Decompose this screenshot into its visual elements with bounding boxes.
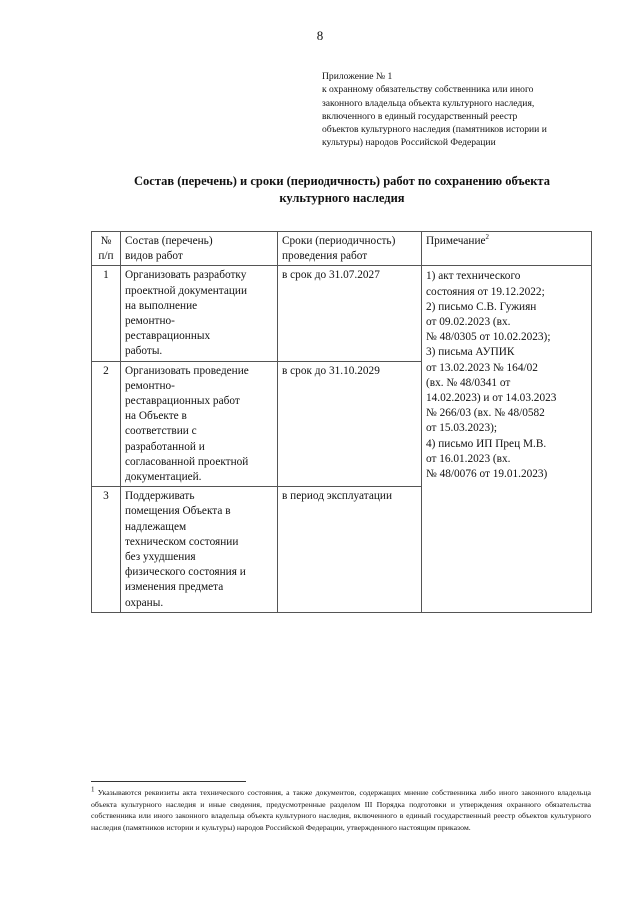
row-note xyxy=(422,266,592,612)
note-line: от 16.01.2023 (вх. xyxy=(426,452,511,465)
footnote-ref: 2 xyxy=(485,233,490,242)
note-line: от 15.03.2023); xyxy=(426,422,497,435)
cell-line: без ухудшения xyxy=(125,551,196,564)
cell-line: изменения предмета xyxy=(125,581,224,594)
header-text: № xyxy=(100,235,112,247)
row-work xyxy=(121,361,278,487)
row-work xyxy=(121,266,278,361)
row-number: 3 xyxy=(92,487,121,613)
cell-line: ремонтно- xyxy=(125,315,175,328)
document-title-line: Состав (перечень) и сроки (периодичность) работ по сохранению объекта xyxy=(134,174,550,188)
header-note xyxy=(422,232,592,266)
header-text: проведения работ xyxy=(282,250,368,263)
header-text: видов работ xyxy=(125,250,183,263)
appendix-line: законного владельца объекта культурного наследия, xyxy=(322,97,535,109)
appendix-header xyxy=(322,70,590,150)
header-text: Примечание xyxy=(426,235,486,247)
cell-line: Организовать разработку xyxy=(125,269,247,282)
header-term xyxy=(278,232,422,266)
cell-line: реставрационных работ xyxy=(125,395,240,408)
table-header-row xyxy=(92,232,592,266)
note-line: 2) письмо С.В. Гужиян xyxy=(426,300,537,313)
footnote xyxy=(91,787,591,833)
page-number: 8 xyxy=(316,28,324,43)
row-term: в срок до 31.10.2029 xyxy=(278,361,422,487)
cell-line: согласованной проектной xyxy=(125,455,249,468)
note-line: № 266/03 (вх. № 48/0582 xyxy=(426,407,545,420)
footnote-text: Указываются реквизиты акта технического состояния, а также документов, содержащих мнение собственника либо иного законного владельца объекта культурного наследия и иные сведения, предусмотренные разделом III Порядка подготовки и утверждения охранного обязательства собственника или иного законного владельца объекта культурного наследия, включенного в единый государственный реестр объектов культурного наследия (памятников истории и культуры) народов Российской Федерации, утвержденного настоящим приказом. xyxy=(91,788,591,832)
note-line: (вх. № 48/0341 от xyxy=(426,376,511,389)
cell-line: на выполнение xyxy=(125,299,198,312)
row-term: в срок до 31.07.2027 xyxy=(278,266,422,361)
cell-line: помещения Объекта в xyxy=(125,505,231,518)
note-line: от 13.02.2023 № 164/02 xyxy=(426,361,538,374)
cell-line: проектной документации xyxy=(125,284,247,297)
cell-line: соответствии с xyxy=(125,425,197,438)
footnote-mark: 1 xyxy=(91,785,95,794)
appendix-line: культуры) народов Российской Федерации xyxy=(322,137,496,149)
header-number xyxy=(92,232,121,266)
header-work xyxy=(121,232,278,266)
note-line: состояния от 19.12.2022; xyxy=(426,285,545,298)
cell-line: работы. xyxy=(125,345,163,358)
row-number: 2 xyxy=(92,361,121,487)
cell-line: реставрационных xyxy=(125,330,211,343)
note-line: 1) акт технического xyxy=(426,270,521,283)
cell-line: техническом состоянии xyxy=(125,535,239,548)
header-text: Состав (перечень) xyxy=(125,235,213,247)
note-line: от 09.02.2023 (вх. xyxy=(426,316,511,329)
cell-line: надлежащем xyxy=(125,520,187,533)
note-line: 14.02.2023) и от 14.03.2023 xyxy=(426,392,557,405)
cell-line: ремонтно- xyxy=(125,379,175,392)
note-line: 3) письма АУПИК xyxy=(426,346,515,359)
document-title xyxy=(92,173,592,206)
table-row xyxy=(92,266,592,361)
cell-line: Организовать проведение xyxy=(125,364,249,377)
footnote-divider xyxy=(91,781,246,782)
appendix-line: включенного в единый государственный реестр xyxy=(322,110,518,122)
note-line: 4) письмо ИП Прец М.В. xyxy=(426,437,547,450)
header-text: Сроки (периодичность) xyxy=(282,235,396,247)
cell-line: документацией. xyxy=(125,471,202,484)
cell-line: на Объекте в xyxy=(125,410,187,423)
appendix-line: Приложение № 1 xyxy=(322,71,393,82)
row-work xyxy=(121,487,278,613)
row-term: в период эксплуатации xyxy=(278,487,422,613)
note-line: № 48/0076 от 19.01.2023) xyxy=(426,468,548,481)
cell-line: разработанной и xyxy=(125,440,205,453)
document-title-line: культурного наследия xyxy=(279,190,405,205)
appendix-line: объектов культурного наследия (памятников истории и xyxy=(322,124,547,136)
cell-line: охраны. xyxy=(125,596,164,609)
cell-line: Поддерживать xyxy=(125,490,195,503)
appendix-line: к охранному обязательству собственника или иного xyxy=(322,84,534,96)
row-number: 1 xyxy=(92,266,121,361)
cell-line: физического состояния и xyxy=(125,566,246,579)
header-text: п/п xyxy=(98,250,114,263)
works-table xyxy=(91,231,592,613)
note-line: № 48/0305 от 10.02.2023); xyxy=(426,331,551,344)
